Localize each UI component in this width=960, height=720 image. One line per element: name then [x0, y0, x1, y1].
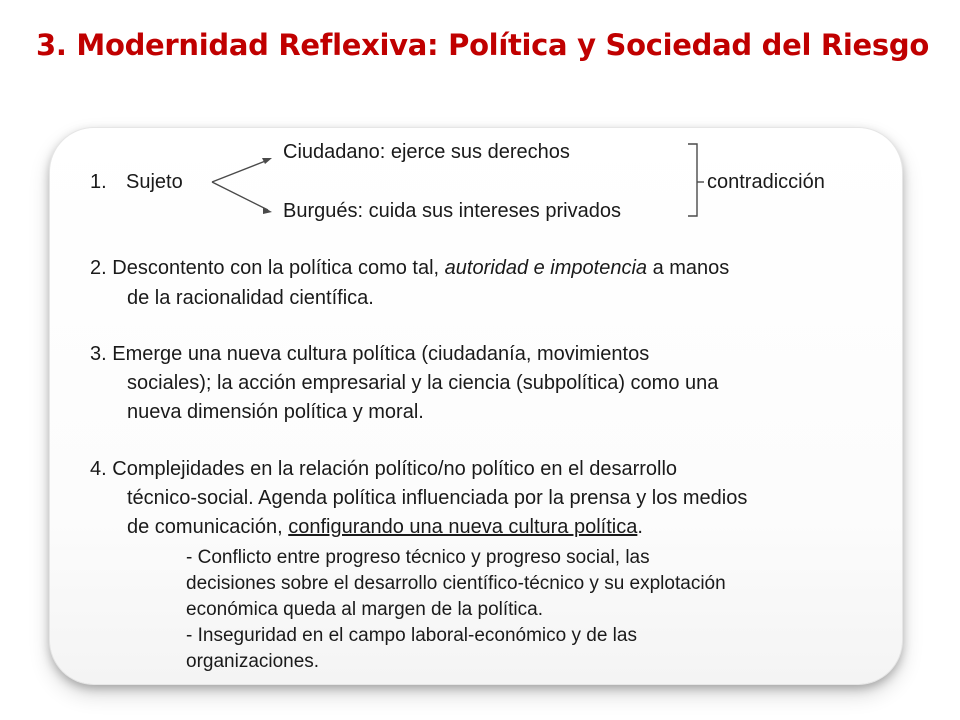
item2-line2: de la racionalidad científica.: [127, 287, 374, 309]
item4-sub1-line2: decisiones sobre el desarrollo científico-técnico y su explotación: [186, 573, 726, 594]
item4-sub2-line2: organizaciones.: [186, 651, 320, 672]
item4-line3-period: .: [637, 516, 643, 538]
item3-number: 3.: [90, 343, 107, 365]
item4-sub2-line1: - Inseguridad en el campo laboral-económico y de las: [186, 625, 637, 646]
item4-line1: [90, 457, 677, 481]
item3-line3: nueva dimensión política y moral.: [127, 401, 424, 423]
item4-sub1-line3: económica queda al margen de la política.: [186, 599, 544, 620]
item1-result: contradicción: [707, 171, 825, 193]
item1-branch-bottom: Burgués: cuida sus intereses privados: [283, 200, 621, 222]
item4-number: 4.: [90, 458, 107, 480]
item3-line2: sociales); la acción empresarial y la ciencia (subpolítica) como una: [127, 372, 719, 394]
item3-line1: [90, 342, 649, 366]
item2-italic: autoridad e impotencia: [444, 257, 648, 279]
item2-number: 2.: [90, 257, 107, 279]
item4-line1-text: Complejidades en la relación político/no político en el desarrollo: [112, 458, 678, 480]
item4-line2: técnico-social. Agenda política influenciada por la prensa y los medios: [127, 487, 748, 509]
item4-sub1-line1: - Conflicto entre progreso técnico y progreso social, las: [186, 547, 650, 568]
item1-label: Sujeto: [126, 171, 183, 193]
item1-branch-top: Ciudadano: ejerce sus derechos: [283, 141, 570, 163]
item3-line1-text: Emerge una nueva cultura política (ciudadanía, movimientos: [112, 343, 650, 365]
item1-number: 1.: [90, 171, 107, 193]
item4-underlined-phrase: configurando una nueva cultura política: [288, 516, 638, 538]
item2-line1-text: Descontento con la política como tal,: [112, 257, 440, 279]
item4-line3-text: de comunicación,: [127, 516, 283, 538]
item2-line1: [90, 256, 729, 280]
item4-line3: [127, 515, 643, 539]
slide-title: 3. Modernidad Reflexiva: Política y Sociedad del Riesgo: [36, 28, 929, 62]
item2-line1-end: a manos: [652, 257, 730, 279]
